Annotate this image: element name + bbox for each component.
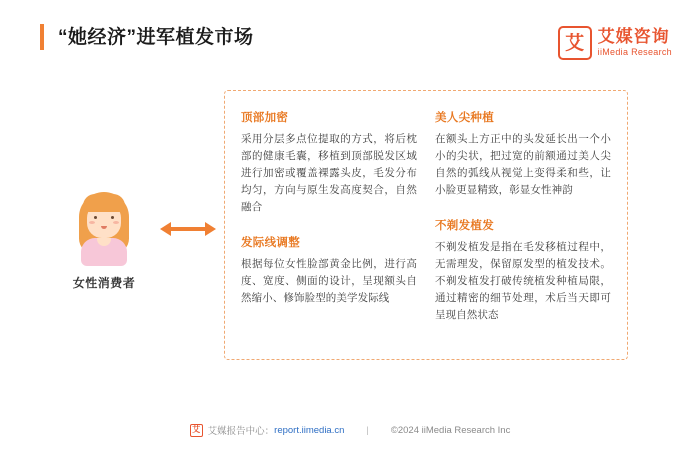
persona-label: 女性消费者 — [72, 276, 136, 290]
brand-name-en: iiMedia Research — [597, 46, 672, 57]
page-title: “她经济”进军植发市场 — [58, 27, 254, 48]
double-arrow-icon — [160, 222, 216, 236]
service-item-title: 美人尖种植 — [435, 112, 494, 124]
title-accent-bar — [40, 24, 44, 50]
footer-separator: | — [366, 424, 369, 436]
avatar-blush-left — [89, 221, 95, 224]
brand-logo — [558, 26, 672, 60]
service-item-body: 采用分层多点位提取的方式，将后枕部的健康毛囊，移植到顶部脱发区域进行加密或覆盖裸露头皮，毛发分布均匀，方向与原生发高度契合，自然融合 — [241, 133, 417, 213]
avatar-blush-right — [113, 221, 119, 224]
services-column-right — [435, 109, 611, 349]
avatar-eye-right — [111, 216, 114, 219]
avatar-hair-fringe — [83, 194, 125, 212]
slide-header — [0, 14, 700, 58]
arrow-head-right — [205, 222, 216, 236]
arrow-line — [170, 227, 206, 231]
services-panel — [224, 90, 628, 360]
slide-footer — [0, 419, 700, 441]
service-item-body: 在额头上方正中的头发延长出一个小小的尖状，把过宽的前额通过美人尖自然的弧线从视觉上变得柔和些，让小脸更显精致，彰显女性神韵 — [435, 133, 611, 196]
brand-logo-mark: 艾 — [558, 26, 592, 60]
brand-logo-text — [598, 28, 672, 57]
brand-name-cn: 艾媒咨询 — [597, 27, 670, 47]
footer-logo-mark-icon: 艾 — [190, 424, 203, 437]
female-consumer-avatar-icon — [67, 190, 141, 266]
avatar-eye-left — [94, 216, 97, 219]
service-item — [435, 217, 611, 324]
footer-copyright: ©2024 iiMedia Research Inc — [390, 424, 511, 436]
service-item-body: 根据每位女性脸部黄金比例，进行高度、宽度、侧面的设计，呈现额头自然缩小、修饰脸型的美学发际线 — [241, 258, 417, 304]
services-column-left — [241, 109, 417, 349]
footer-report-center-label: 艾媒报告中心： — [207, 426, 275, 437]
service-item — [241, 109, 417, 216]
persona-block — [58, 190, 150, 291]
service-item-body: 不剃发植发是指在毛发移植过程中，无需理发，保留原发型的植发技术。不剃发植发打破传统植发种植局限，通过精密的细节处理，术后当天即可呈现自然状态 — [435, 241, 611, 321]
service-item-title: 不剃发植发 — [435, 220, 494, 232]
footer-report-center — [190, 423, 345, 437]
footer-report-link[interactable]: report.iimedia.cn — [274, 424, 345, 436]
service-item — [435, 109, 611, 199]
service-item-title: 发际线调整 — [241, 237, 300, 249]
service-item-title: 顶部加密 — [241, 112, 289, 124]
service-item — [241, 234, 417, 307]
slide-content — [0, 70, 700, 415]
